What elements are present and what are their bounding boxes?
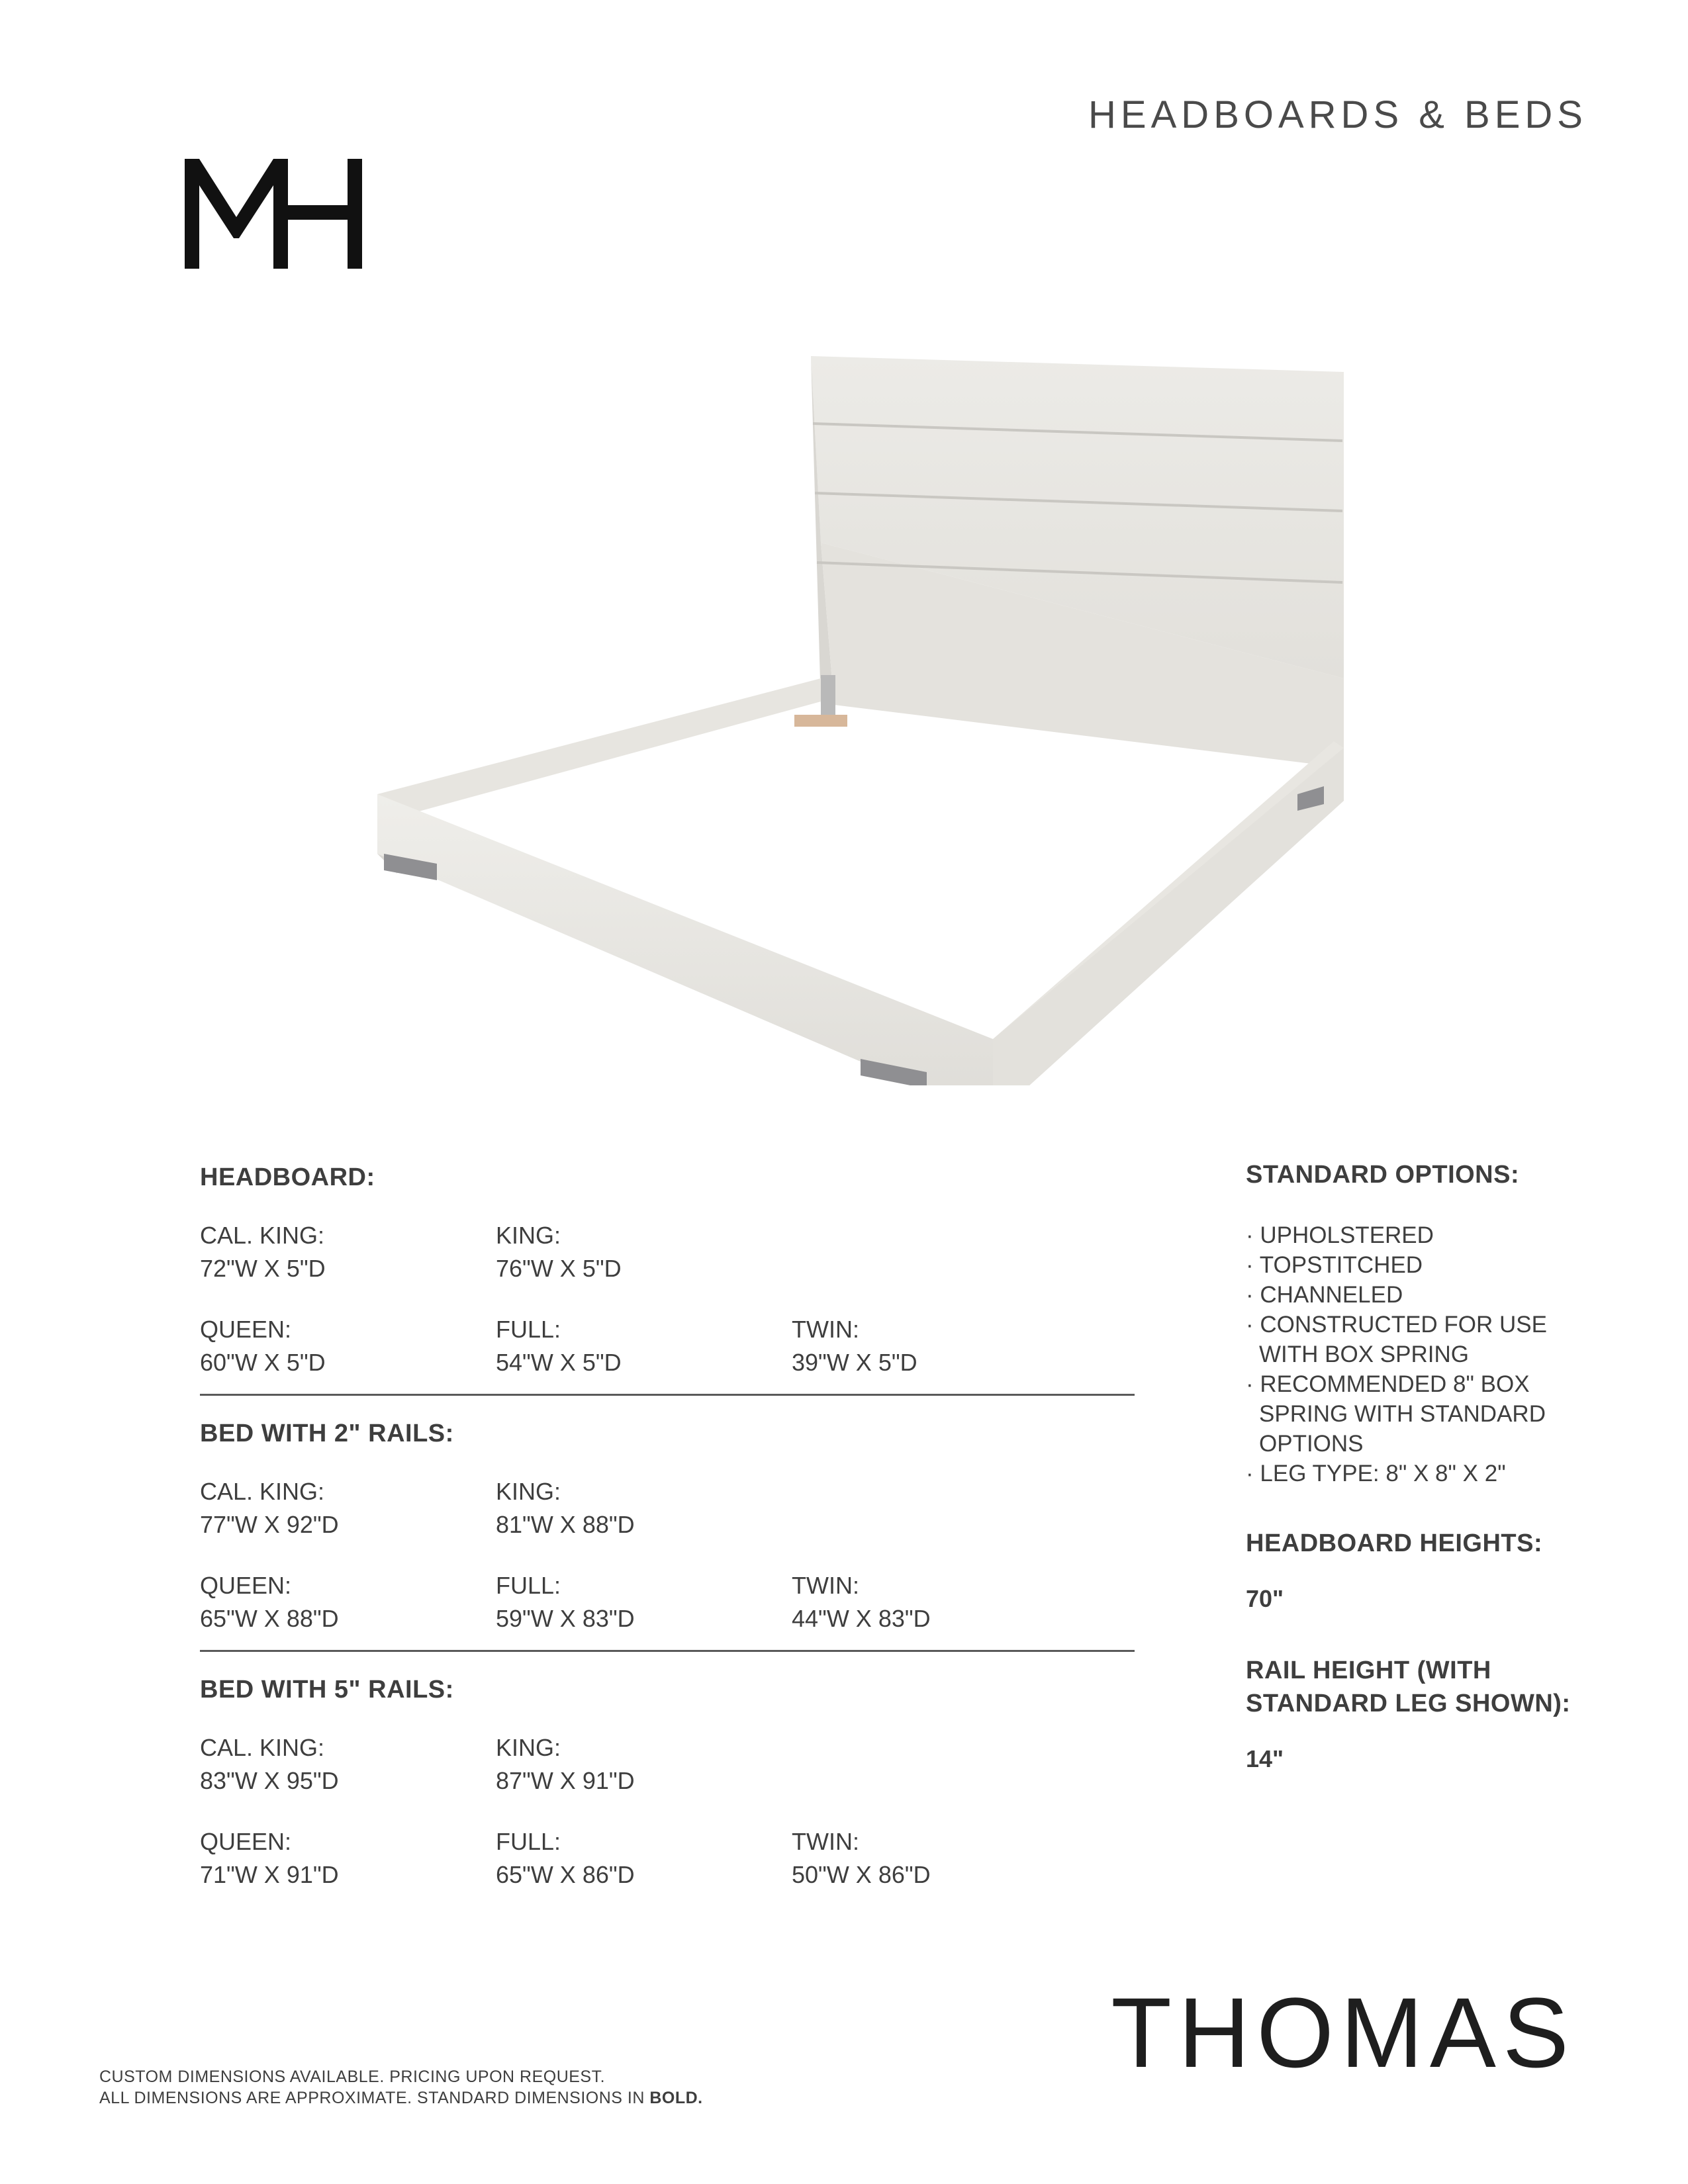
size-cell <box>496 1569 792 1635</box>
size-cell <box>200 1731 496 1797</box>
size-value: 65"W X 88"D <box>200 1605 339 1632</box>
standard-options-list <box>1246 1220 1590 1488</box>
size-label: CAL. KING: <box>200 1734 325 1761</box>
size-label: TWIN: <box>792 1572 859 1599</box>
bed-product-image <box>357 344 1364 1085</box>
size-label: QUEEN: <box>200 1316 292 1343</box>
size-value: 81"W X 88"D <box>496 1511 635 1538</box>
size-row <box>200 1569 1135 1635</box>
size-label: QUEEN: <box>200 1572 292 1599</box>
size-label: CAL. KING: <box>200 1222 325 1249</box>
size-row <box>200 1731 1135 1797</box>
size-cell <box>496 1313 792 1379</box>
rail-height-block <box>1246 1654 1590 1776</box>
options-column <box>1246 1158 1590 1776</box>
category-title: HEADBOARDS & BEDS <box>1088 93 1587 136</box>
brand-name: THOMAS <box>1111 1977 1575 2088</box>
dimensions-column <box>200 1158 1135 1891</box>
size-label: TWIN: <box>792 1316 859 1343</box>
size-value: 83"W X 95"D <box>200 1767 339 1794</box>
standard-options-title: STANDARD OPTIONS: <box>1246 1161 1520 1189</box>
option-item: · RECOMMENDED 8" BOX SPRING WITH STANDARD OPTIONS <box>1246 1371 1546 1457</box>
size-cell <box>792 1313 1088 1379</box>
size-value: 87"W X 91"D <box>496 1767 635 1794</box>
footer-line-1: CUSTOM DIMENSIONS AVAILABLE. PRICING UPON REQUEST. <box>99 2068 606 2086</box>
size-label: FULL: <box>496 1828 561 1855</box>
headboard-heights-block <box>1246 1527 1590 1615</box>
size-value: 76"W X 5"D <box>496 1255 622 1282</box>
size-value: 39"W X 5"D <box>792 1349 917 1376</box>
size-cell <box>496 1219 792 1285</box>
size-label: QUEEN: <box>200 1828 292 1855</box>
headboard-heights-title: HEADBOARD HEIGHTS: <box>1246 1529 1543 1557</box>
size-label: KING: <box>496 1734 561 1761</box>
footer-line-2 <box>99 2087 703 2109</box>
size-cell <box>496 1731 792 1797</box>
size-cell <box>200 1313 496 1379</box>
size-row <box>200 1825 1135 1891</box>
section-title: HEADBOARD: <box>200 1163 375 1191</box>
size-label: KING: <box>496 1478 561 1505</box>
option-item: · TOPSTITCHED <box>1246 1252 1423 1278</box>
option-item: · CONSTRUCTED FOR USE WITH BOX SPRING <box>1246 1312 1547 1367</box>
size-cell <box>792 1825 1088 1891</box>
section-divider <box>200 1650 1135 1652</box>
size-row <box>200 1219 1135 1285</box>
size-value: 59"W X 83"D <box>496 1605 635 1632</box>
size-value: 54"W X 5"D <box>496 1349 622 1376</box>
footer-note <box>99 2066 703 2109</box>
size-label: FULL: <box>496 1572 561 1599</box>
size-value: 44"W X 83"D <box>792 1605 931 1632</box>
footer-bold-text: BOLD. <box>649 2089 703 2107</box>
size-value: 50"W X 86"D <box>792 1861 931 1888</box>
size-cell <box>792 1569 1088 1635</box>
option-item: · LEG TYPE: 8" X 8" X 2" <box>1246 1461 1506 1486</box>
size-value: 60"W X 5"D <box>200 1349 326 1376</box>
spec-section-5in-rails <box>200 1670 1135 1891</box>
size-value: 72"W X 5"D <box>200 1255 326 1282</box>
rail-height-title: RAIL HEIGHT (WITH STANDARD LEG SHOWN): <box>1246 1657 1571 1717</box>
size-cell <box>200 1825 496 1891</box>
size-cell <box>496 1475 792 1541</box>
size-label: CAL. KING: <box>200 1478 325 1505</box>
section-title: BED WITH 5" RAILS: <box>200 1676 454 1704</box>
size-cell <box>200 1475 496 1541</box>
option-item: · UPHOLSTERED <box>1246 1222 1434 1248</box>
mh-logo <box>185 159 362 269</box>
size-row <box>200 1475 1135 1541</box>
size-cell <box>200 1219 496 1285</box>
option-item: · CHANNELED <box>1246 1282 1403 1308</box>
headboard-heights-value: 70" <box>1246 1585 1284 1612</box>
size-label: KING: <box>496 1222 561 1249</box>
footer-line-2-text: ALL DIMENSIONS ARE APPROXIMATE. STANDARD DIMENSIONS IN <box>99 2089 650 2107</box>
section-divider <box>200 1394 1135 1396</box>
spec-section-headboard <box>200 1158 1135 1379</box>
size-cell <box>200 1569 496 1635</box>
section-title: BED WITH 2" RAILS: <box>200 1420 454 1447</box>
size-row <box>200 1313 1135 1379</box>
size-label: FULL: <box>496 1316 561 1343</box>
spec-section-2in-rails <box>200 1414 1135 1635</box>
size-label: TWIN: <box>792 1828 859 1855</box>
rail-height-value: 14" <box>1246 1745 1284 1772</box>
size-value: 71"W X 91"D <box>200 1861 339 1888</box>
size-value: 65"W X 86"D <box>496 1861 635 1888</box>
size-cell <box>496 1825 792 1891</box>
size-value: 77"W X 92"D <box>200 1511 339 1538</box>
